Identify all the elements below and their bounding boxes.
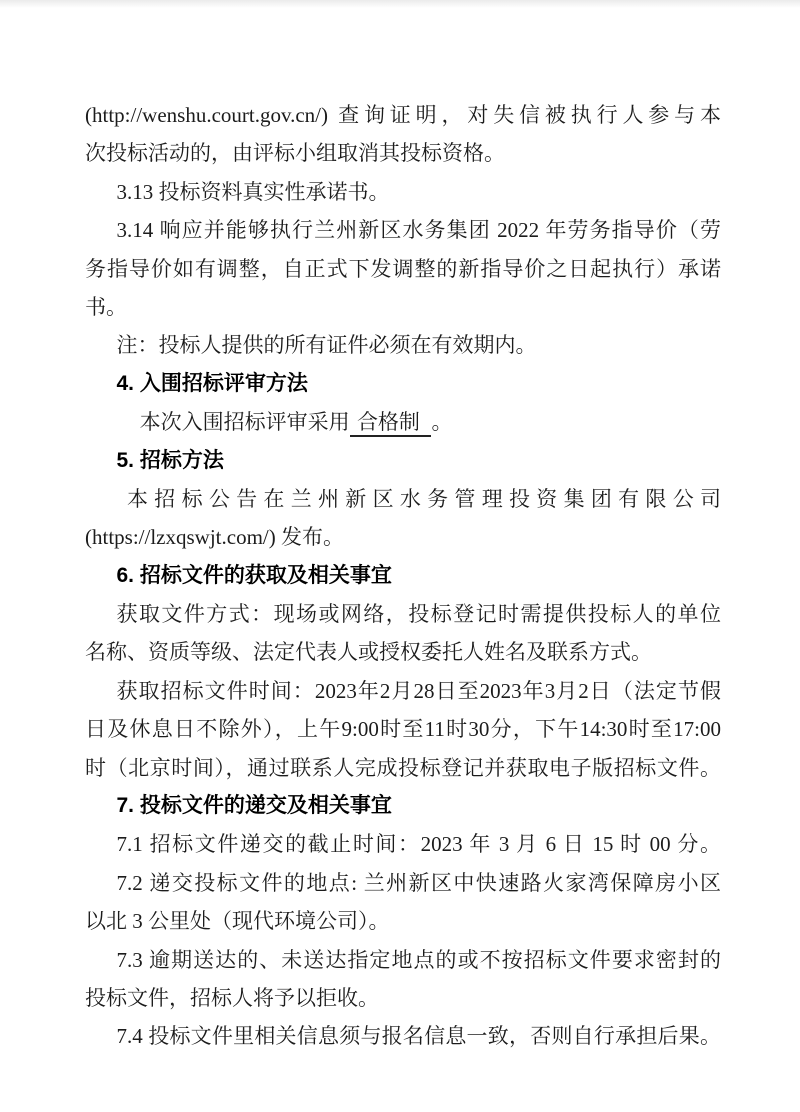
line-item-7-3-a: 7.3 逾期送达的、未送达指定地点的或不按招标文件要求密封的 xyxy=(116,947,721,972)
heading-section-5: 5. 招标方法 xyxy=(116,448,224,472)
heading-section-6: 6. 招标文件的获取及相关事宜 xyxy=(116,563,392,587)
evaluation-method-underlined-value: 合格制 xyxy=(350,410,432,437)
line-item-7-4: 7.4 投标文件里相关信息须与报名信息一致，否则自行承担后果。 xyxy=(116,1024,721,1049)
document-content xyxy=(85,96,721,1056)
line-item-3-13: 3.13 投标资料真实性承诺书。 xyxy=(116,179,390,204)
line-note-validity: 注：投标人提供的所有证件必须在有效期内。 xyxy=(116,333,537,358)
line-item-7-2-a: 7.2 递交投标文件的地点: 兰州新区中快速路火家湾保障房小区 xyxy=(116,870,721,895)
line-obtain-method-b: 名称、资质等级、法定代表人或授权委托人姓名及联系方式。 xyxy=(85,640,652,665)
evaluation-method-prefix: 本次入围招标评审采用 xyxy=(139,410,350,435)
page-top-edge xyxy=(0,0,800,8)
line-item-3-14-b: 务指导价如有调整，自正式下发调整的新指导价之日起执行）承诺 xyxy=(85,256,721,281)
heading-section-7: 7. 投标文件的递交及相关事宜 xyxy=(116,794,392,818)
line-obtain-time-c: 时（北京时间），通过联系人完成投标登记并获取电子版招标文件。 xyxy=(85,755,721,780)
line-item-7-1: 7.1 招标文件递交的截止时间：2023 年 3 月 6 日 15 时 00 分。 xyxy=(116,832,721,857)
line-announcement-site-a: 本招标公告在兰州新区水务管理投资集团有限公司 xyxy=(127,486,721,511)
heading-section-4: 4. 入围招标评审方法 xyxy=(116,371,308,395)
evaluation-method-suffix: 。 xyxy=(431,410,453,435)
line-obtain-time-b: 日及休息日不除外），上午9:00时至11时30分，下午14:30时至17:00 xyxy=(85,717,721,742)
line-obtain-time-a: 获取招标文件时间：2023年2月28日至2023年3月2日（法定节假 xyxy=(116,678,721,703)
line-item-3-14-a: 3.14 响应并能够执行兰州新区水务集团 2022 年劳务指导价（劳 xyxy=(116,218,721,243)
line-obtain-method-a: 获取文件方式：现场或网络，投标登记时需提供投标人的单位 xyxy=(116,602,721,627)
line-evaluation-method xyxy=(85,403,721,441)
line-credit-query-2: 次投标活动的，由评标小组取消其投标资格。 xyxy=(85,141,505,166)
line-item-7-2-b: 以北 3 公里处（现代环境公司）。 xyxy=(85,909,390,934)
line-announcement-site-b: (https://lzxqswjt.com/) 发布。 xyxy=(85,525,344,550)
line-credit-query-1: (http://wenshu.court.gov.cn/) 查询证明，对失信被执行人参与本 xyxy=(85,103,721,127)
line-item-3-14-c: 书。 xyxy=(85,294,127,319)
line-item-7-3-b: 投标文件，招标人将予以拒收。 xyxy=(85,985,379,1010)
